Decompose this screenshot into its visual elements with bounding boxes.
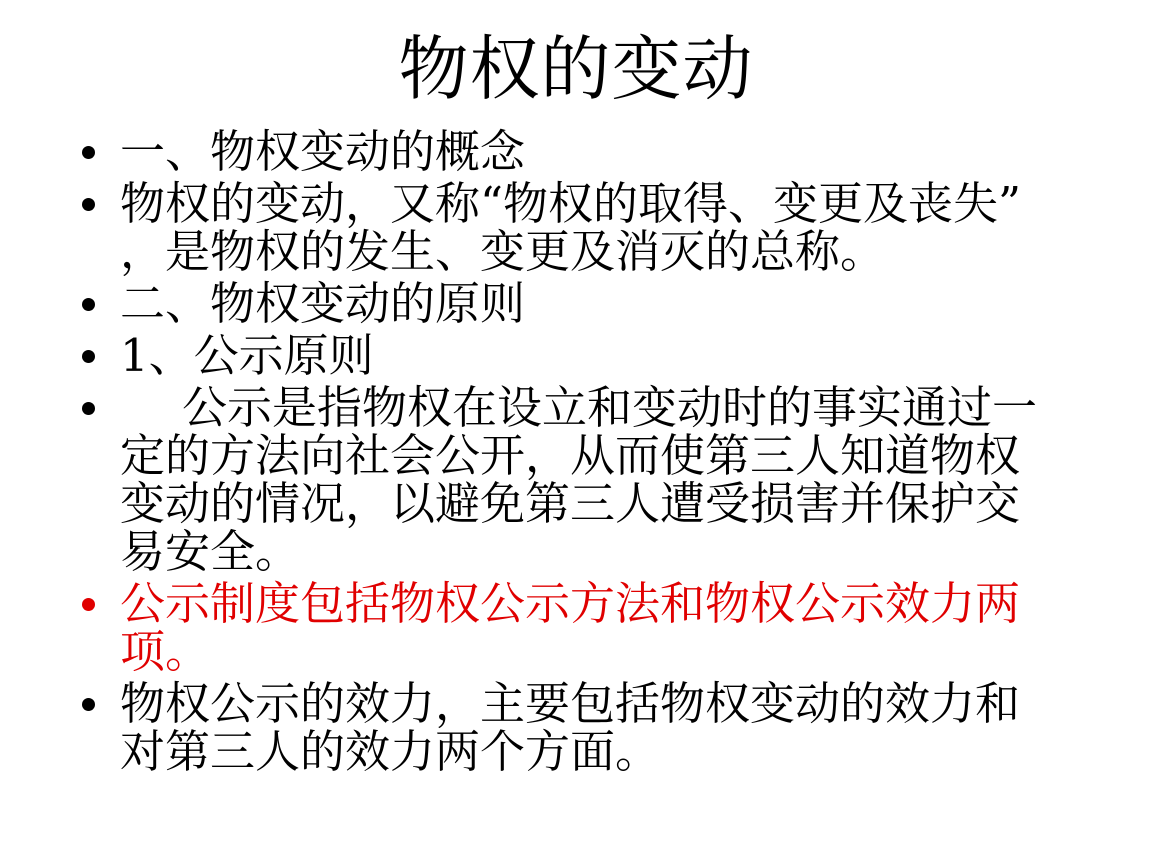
bullet-text: [120, 277, 526, 330]
bullet-item: [82, 277, 1122, 330]
bullet-marker: [82, 580, 120, 611]
bullet-dot-icon: [82, 402, 95, 415]
bullet-dot-icon: [82, 350, 95, 363]
bullet-text: [120, 125, 526, 178]
bullet-line: 公示是指物权在设立和变动时的事实通过一: [182, 381, 1038, 434]
bullet-line: 一、物权变动的概念: [120, 125, 526, 178]
bullet-line: 公示制度包括物权公示方法和物权公示效力两: [120, 577, 1021, 630]
bullet-item: [82, 677, 1122, 778]
bullet-line: 定的方法向社会公开，从而使第三人知道物权: [120, 429, 1021, 482]
bullet-line: 物权公示的效力，主要包括物权变动的效力和: [120, 677, 1021, 730]
slide-title: 物权的变动: [398, 28, 754, 110]
bullet-item: [82, 177, 1122, 278]
bullet-text: [120, 329, 374, 382]
bullet-line: 对第三人的效力两个方面。: [120, 725, 661, 778]
bullet-dot-icon: [82, 598, 95, 611]
bullet-dot-icon: [82, 198, 95, 211]
bullet-marker: [82, 332, 120, 363]
bullet-marker: [82, 280, 120, 311]
bullet-line: 物权的变动，又称“物权的取得、变更及丧失”: [120, 177, 1022, 230]
bullet-line: 二、物权变动的原则: [120, 277, 526, 330]
bullet-dot-icon: [82, 698, 95, 711]
bullet-text: [120, 381, 1038, 578]
bullet-marker: [82, 680, 120, 711]
bullet-dot-icon: [82, 298, 95, 311]
bullet-line: 变动的情况，以避免第三人遭受损害并保护交: [120, 477, 1021, 530]
bullet-line: ，是物权的发生、变更及消灭的总称。: [120, 225, 886, 278]
bullet-marker: [82, 384, 120, 415]
bullet-marker: [82, 180, 120, 211]
bullet-line: 项。: [120, 625, 211, 678]
bullet-item: [82, 125, 1122, 178]
bullet-text: [120, 177, 1022, 278]
bullet-text: [120, 577, 1021, 678]
bullet-item: [82, 381, 1122, 578]
bullet-marker: [82, 128, 120, 159]
bullet-text: [120, 677, 1021, 778]
bullet-line: 易安全。: [120, 525, 301, 578]
slide-body: [82, 125, 1122, 778]
bullet-dot-icon: [82, 146, 95, 159]
bullet-item-highlighted: [82, 577, 1122, 678]
bullet-item: [82, 329, 1122, 382]
bullet-line: 1、公示原则: [120, 329, 374, 382]
